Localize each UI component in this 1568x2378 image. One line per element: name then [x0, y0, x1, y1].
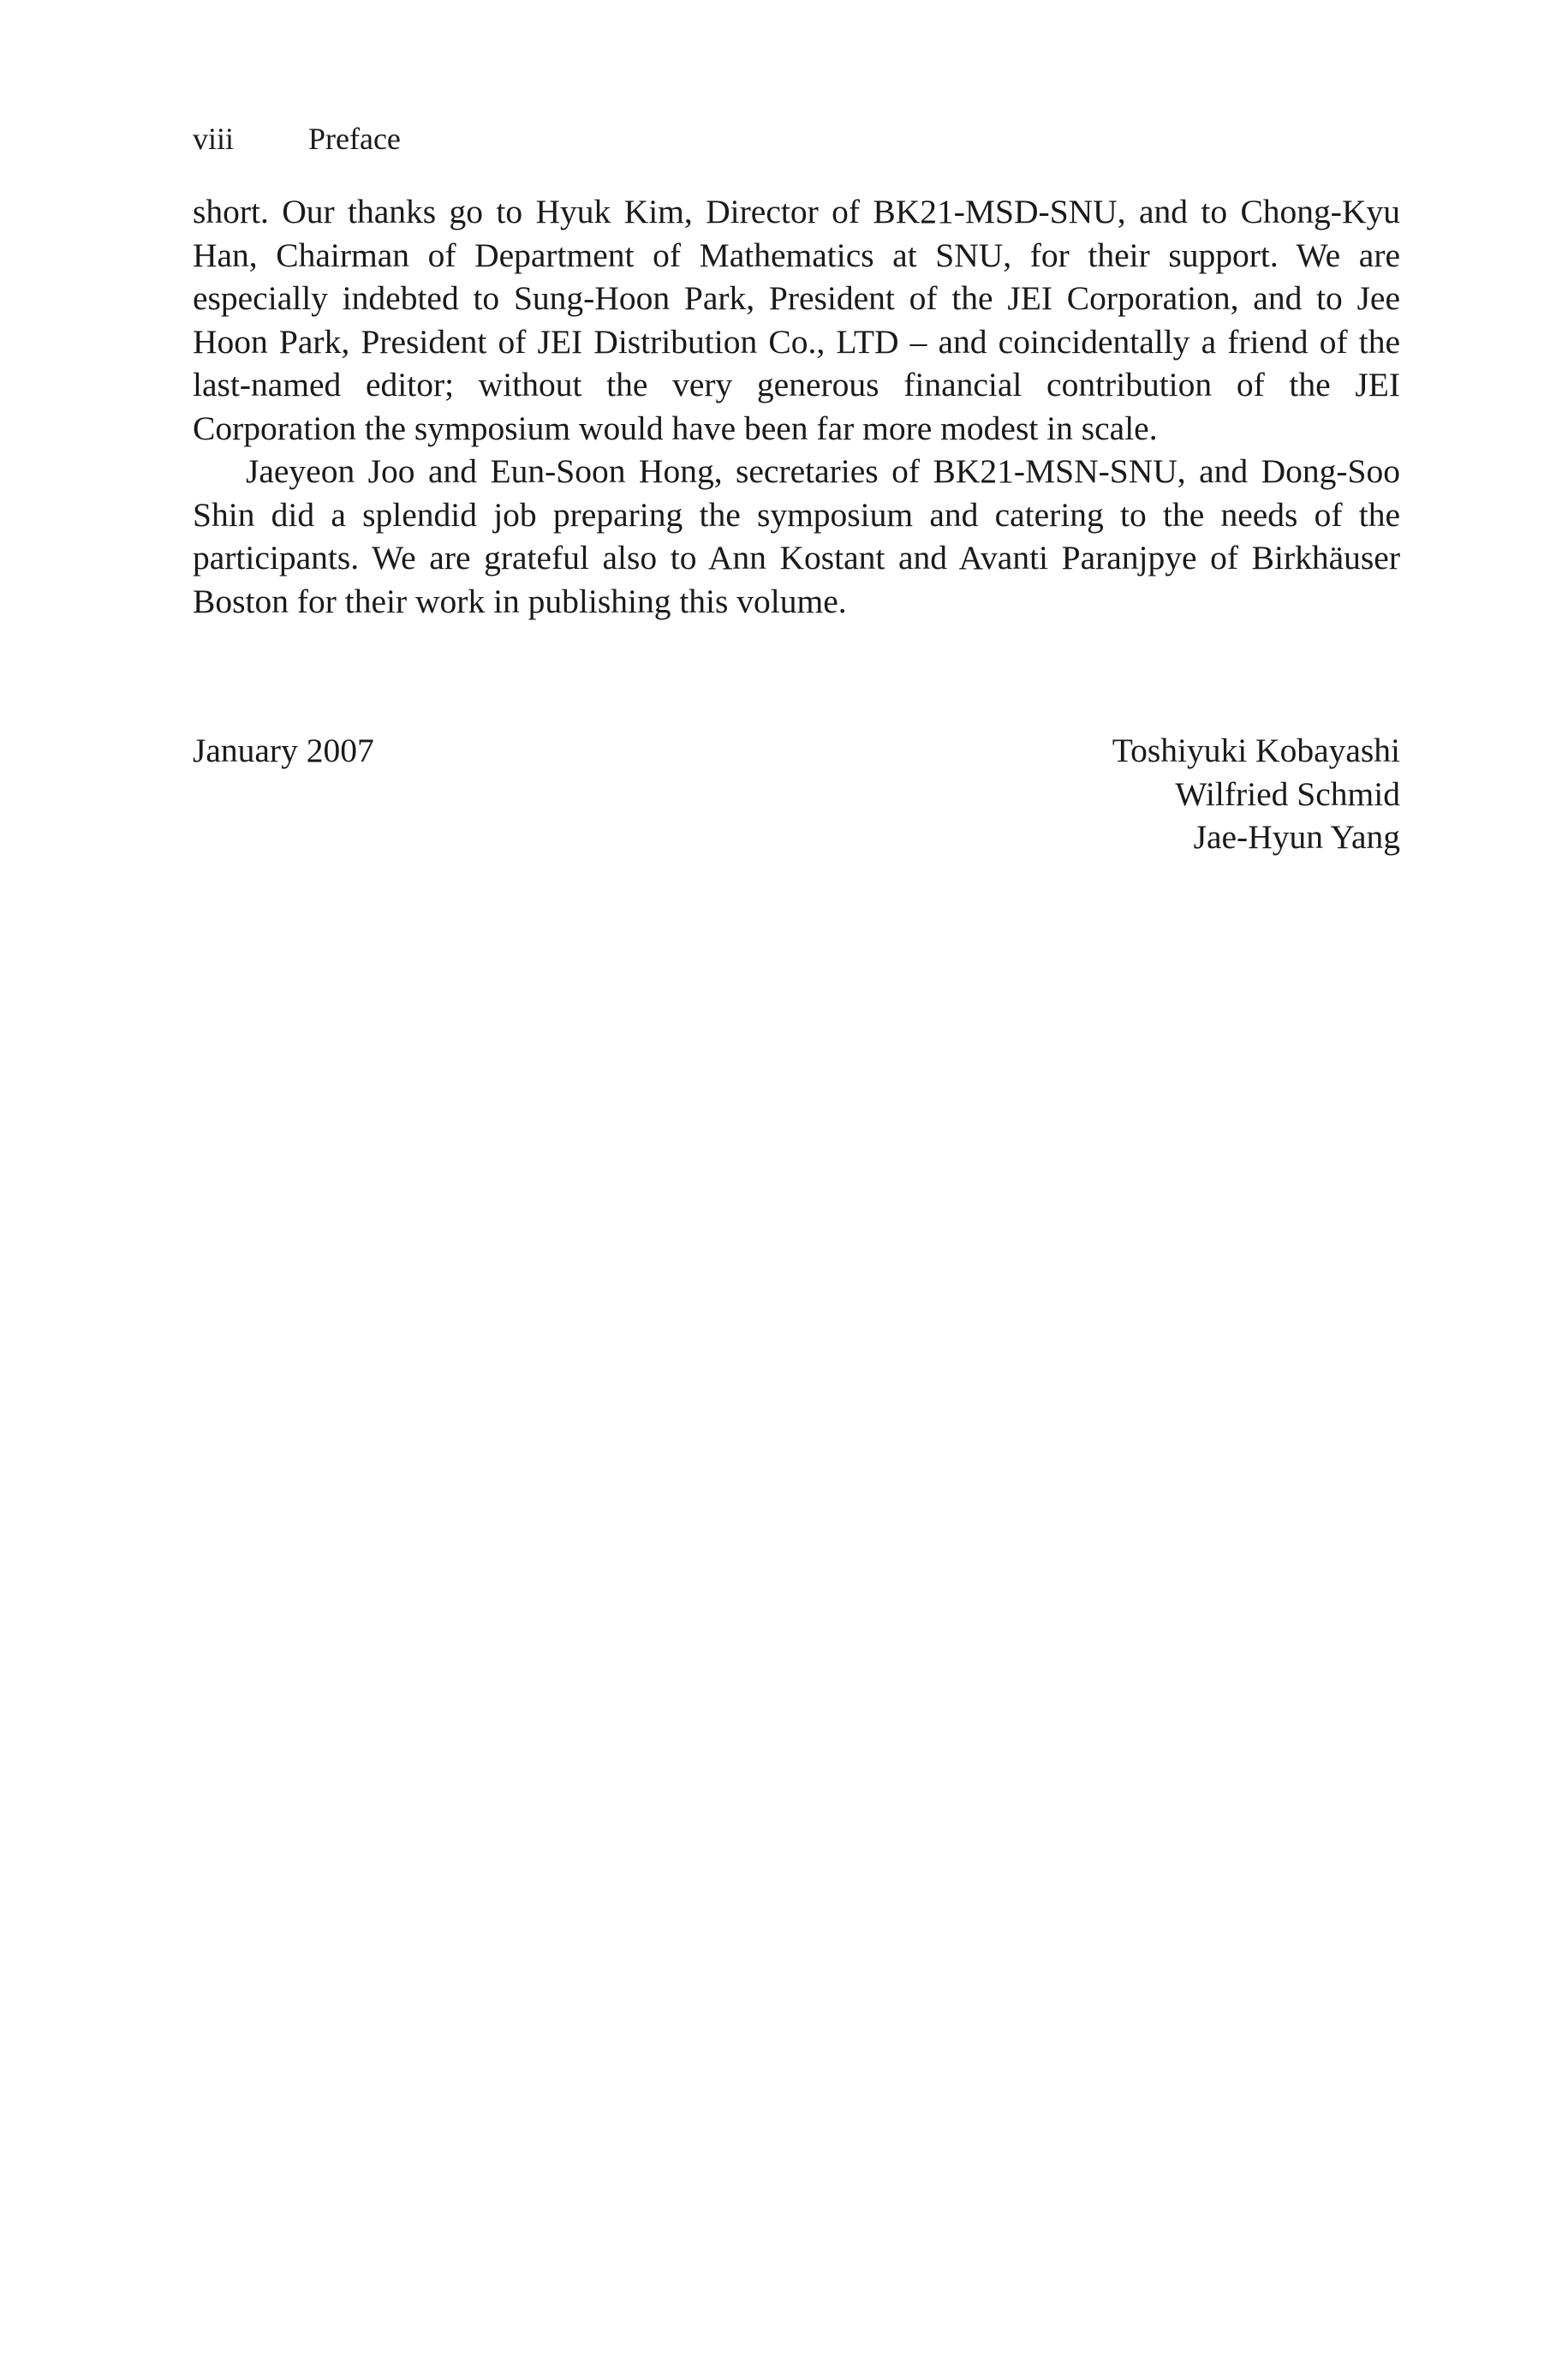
section-title: Preface: [308, 122, 401, 156]
editor-name: Jae-Hyun Yang: [1193, 818, 1400, 856]
date-line: January 2007: [193, 732, 374, 769]
paragraph-continued: short. Our thanks go to Hyuk Kim, Director of BK21-MSD-SNU, and to Chong-Kyu Han, Chairman of Department of Mathematics at SNU, for their support. We are especially indebted to Sung-Hoon Park, President of the JEI Corporation, and to Jee Hoon Park, President of JEI Distribution Co., LTD – and coincidentally a friend of the last-named editor; without the very generous financial contribution of the JEI Corporation the symposium would have been far more modest in scale.: [193, 193, 1400, 447]
running-head: [193, 120, 401, 158]
editor-name: Toshiyuki Kobayashi: [1112, 732, 1400, 769]
preface-body: [193, 190, 1400, 623]
editor-list: [1112, 729, 1400, 859]
paragraph-acknowledgements: Jaeyeon Joo and Eun-Soon Hong, secretaries of BK21-MSN-SNU, and Dong-Soo Shin did a splendid job preparing the symposium and catering to the needs of the participants. We are grateful also to Ann Kostant and Avanti Paranjpye of Birkhäuser Boston for their work in publishing this volume.: [193, 452, 1400, 620]
page-number: viii: [193, 122, 235, 156]
editor-name: Wilfried Schmid: [1175, 774, 1400, 813]
